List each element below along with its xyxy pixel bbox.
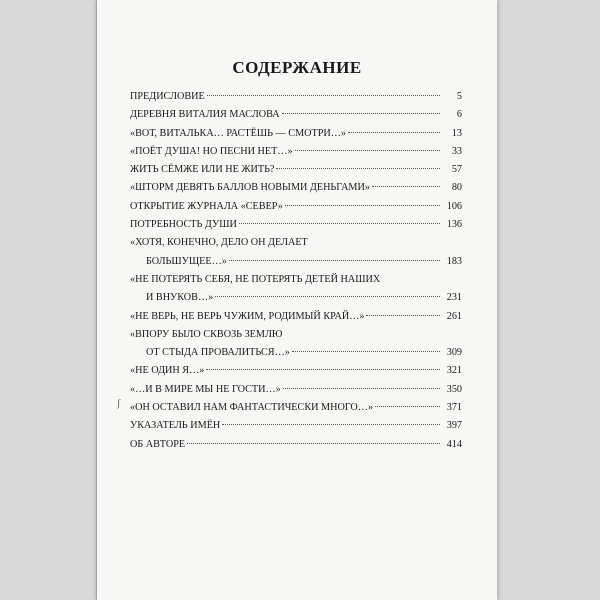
dot-leader bbox=[206, 369, 440, 370]
toc-entry-page: 106 bbox=[446, 200, 462, 212]
toc-entry-title: ОБ АВТОРЕ bbox=[130, 438, 186, 450]
toc-entry-title: УКАЗАТЕЛЬ ИМЁН bbox=[130, 420, 221, 432]
toc-entry-page: 414 bbox=[446, 438, 462, 450]
toc-entry bbox=[130, 417, 462, 435]
table-of-contents bbox=[130, 88, 462, 454]
margin-mark: ʃ bbox=[117, 398, 121, 409]
toc-entry-page: 57 bbox=[451, 164, 462, 176]
dot-leader bbox=[276, 168, 440, 169]
toc-entry-page: 5 bbox=[456, 91, 462, 102]
toc-entry bbox=[130, 106, 462, 124]
toc-entry-title: И ВНУКОВ…» bbox=[146, 292, 214, 304]
toc-entry-title: «ВПОРУ БЫЛО СКВОЗЬ ЗЕМЛЮ bbox=[130, 328, 283, 340]
toc-entry-title: ПОТРЕБНОСТЬ ДУШИ bbox=[130, 219, 237, 231]
dot-leader bbox=[207, 95, 440, 96]
toc-entry bbox=[130, 234, 462, 252]
dot-leader bbox=[348, 132, 440, 133]
dot-leader bbox=[283, 388, 440, 389]
toc-entry bbox=[130, 436, 462, 454]
toc-entry-title: ОТ СТЫДА ПРОВАЛИТЬСЯ…» bbox=[146, 347, 290, 359]
toc-entry-page: 309 bbox=[446, 347, 462, 359]
toc-entry-page: 6 bbox=[456, 109, 462, 121]
toc-entry bbox=[130, 216, 462, 234]
toc-entry bbox=[130, 271, 462, 289]
toc-entry-page: 397 bbox=[446, 420, 462, 432]
dot-leader bbox=[239, 223, 440, 224]
toc-entry-page: 13 bbox=[451, 127, 462, 139]
toc-entry-page: 33 bbox=[451, 145, 462, 157]
toc-entry bbox=[130, 253, 462, 271]
toc-entry-page: 136 bbox=[446, 219, 462, 231]
toc-entry-title: ЖИТЬ СЁМЖЕ ИЛИ НЕ ЖИТЬ? bbox=[130, 164, 275, 176]
dot-leader bbox=[372, 186, 440, 187]
dot-leader bbox=[282, 113, 440, 114]
toc-entry bbox=[130, 289, 462, 307]
toc-entry bbox=[130, 326, 462, 344]
dot-leader bbox=[187, 443, 440, 444]
toc-entry-title: «ОН ОСТАВИЛ НАМ ФАНТАСТИЧЕСКИ МНОГО…» bbox=[130, 402, 374, 414]
toc-entry-page: 261 bbox=[446, 310, 462, 322]
book-page bbox=[97, 0, 497, 600]
dot-leader bbox=[222, 424, 440, 425]
dot-leader bbox=[292, 351, 440, 352]
toc-entry bbox=[130, 308, 462, 326]
dot-leader bbox=[215, 296, 440, 297]
toc-entry bbox=[130, 88, 462, 106]
dot-leader bbox=[229, 260, 440, 261]
toc-entry-title: «…И В МИРЕ МЫ НЕ ГОСТИ…» bbox=[130, 383, 281, 395]
toc-entry-page: 231 bbox=[446, 292, 462, 304]
toc-entry bbox=[130, 143, 462, 161]
toc-entry-title: «ХОТЯ, КОНЕЧНО, ДЕЛО ОН ДЕЛАЕТ bbox=[130, 237, 308, 249]
toc-entry bbox=[130, 198, 462, 216]
toc-entry-title: «ПОЁТ ДУША! НО ПЕСНИ НЕТ…» bbox=[130, 145, 293, 157]
toc-entry bbox=[130, 125, 462, 143]
toc-entry-page: 350 bbox=[446, 383, 462, 395]
toc-entry-title: БОЛЬШУЩЕЕ…» bbox=[146, 255, 227, 267]
toc-entry bbox=[130, 344, 462, 362]
toc-entry bbox=[130, 362, 462, 380]
dot-leader bbox=[295, 150, 440, 151]
toc-entry bbox=[130, 399, 462, 417]
toc-entry-title: «НЕ ПОТЕРЯТЬ СЕБЯ, НЕ ПОТЕРЯТЬ ДЕТЕЙ НАШИХ bbox=[130, 273, 381, 285]
page-title: СОДЕРЖАНИЕ bbox=[232, 58, 362, 77]
toc-entry bbox=[130, 161, 462, 179]
dot-leader bbox=[285, 205, 440, 206]
toc-entry bbox=[130, 179, 462, 197]
toc-entry-title: «НЕ ВЕРЬ, НЕ ВЕРЬ ЧУЖИМ, РОДИМЫЙ КРАЙ…» bbox=[130, 310, 365, 322]
toc-entry-title: ОТКРЫТИЕ ЖУРНАЛА «СЕВЕР» bbox=[130, 200, 283, 212]
toc-entry-title: «ВОТ, ВИТАЛЬКА… РАСТЁШЬ — СМОТРИ…» bbox=[130, 127, 347, 139]
toc-entry-title: ПРЕДИСЛОВИЕ bbox=[130, 91, 205, 102]
dot-leader bbox=[375, 406, 440, 407]
toc-entry bbox=[130, 381, 462, 399]
dot-leader bbox=[366, 315, 440, 316]
toc-entry-page: 183 bbox=[446, 255, 462, 267]
toc-entry-page: 321 bbox=[446, 365, 462, 377]
toc-entry-title: «НЕ ОДИН Я…» bbox=[130, 365, 205, 377]
toc-entry-title: ДЕРЕВНЯ ВИТАЛИЯ МАСЛОВА bbox=[130, 109, 280, 121]
toc-entry-page: 371 bbox=[446, 402, 462, 414]
toc-entry-page: 80 bbox=[451, 182, 462, 194]
toc-entry-title: «ШТОРМ ДЕВЯТЬ БАЛЛОВ НОВЫМИ ДЕНЬГАМИ» bbox=[130, 182, 370, 194]
